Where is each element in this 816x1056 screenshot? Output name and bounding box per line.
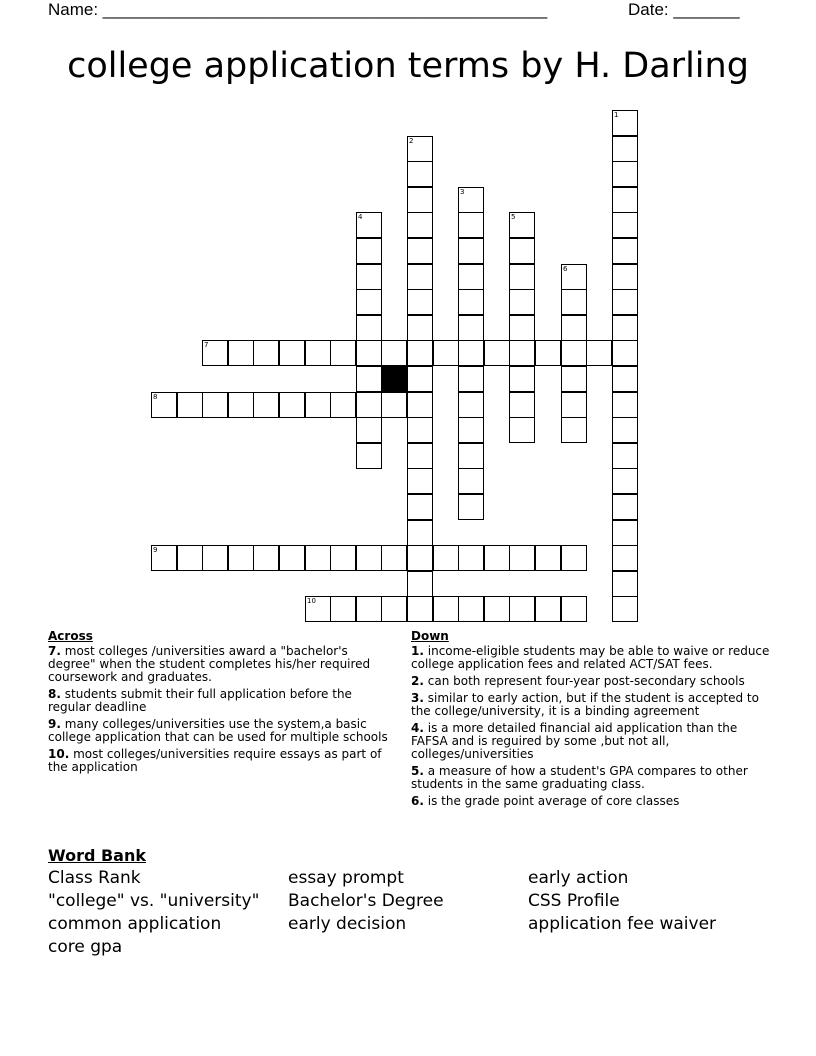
crossword-cell[interactable] <box>356 238 382 264</box>
crossword-cell[interactable] <box>561 366 587 392</box>
clue-down-3: 3. similar to early action, but if the student is accepted to the college/university, it is a binding agreement <box>411 691 759 718</box>
crossword-cell[interactable] <box>458 212 484 238</box>
crossword-cell[interactable] <box>253 545 279 571</box>
crossword-cell[interactable] <box>458 596 484 622</box>
crossword-cell[interactable] <box>356 366 382 392</box>
clue-down-6: 6. is the grade point average of core classes <box>411 794 680 808</box>
crossword-cell[interactable] <box>433 596 459 622</box>
crossword-cell[interactable] <box>458 494 484 520</box>
clue-across-8: 8. students submit their full application before the regular deadline <box>48 687 352 714</box>
crossword-cell[interactable] <box>509 212 535 238</box>
crossword-cell[interactable] <box>381 545 407 571</box>
crossword-cell[interactable] <box>612 417 638 443</box>
crossword-cell[interactable] <box>561 596 587 622</box>
crossword-cell[interactable] <box>177 392 203 418</box>
crossword-cell[interactable] <box>279 392 305 418</box>
crossword-cell[interactable] <box>202 545 228 571</box>
clue-number-label: 5 <box>511 213 516 221</box>
crossword-cell[interactable] <box>458 417 484 443</box>
clue-number-label: 3 <box>460 188 465 196</box>
crossword-cell[interactable] <box>151 392 177 418</box>
crossword-cell[interactable] <box>612 392 638 418</box>
crossword-cell[interactable] <box>356 392 382 418</box>
crossword-cell[interactable] <box>509 238 535 264</box>
crossword-cell[interactable] <box>305 392 331 418</box>
crossword-cell[interactable] <box>535 340 561 366</box>
clue-number-label: 10 <box>307 597 316 605</box>
crossword-cell[interactable] <box>561 392 587 418</box>
crossword-cell[interactable] <box>612 161 638 187</box>
crossword-cell[interactable] <box>612 136 638 162</box>
down-heading: Down <box>411 629 449 643</box>
crossword-cell[interactable] <box>612 571 638 597</box>
crossword-cell[interactable] <box>458 443 484 469</box>
crossword-cell[interactable] <box>561 315 587 341</box>
clue-number-label: 2 <box>409 137 414 145</box>
crossword-cell[interactable] <box>356 545 382 571</box>
crossword-cell[interactable] <box>535 545 561 571</box>
crossword-cell[interactable] <box>407 545 433 571</box>
word-bank-item: early decision <box>288 914 407 934</box>
word-bank-column-3 <box>528 867 716 936</box>
crossword-cell[interactable] <box>612 212 638 238</box>
crossword-cell[interactable] <box>253 392 279 418</box>
crossword-cell[interactable] <box>509 366 535 392</box>
word-bank-item: Class Rank <box>48 868 141 888</box>
crossword-cell[interactable] <box>509 289 535 315</box>
crossword-cell[interactable] <box>535 596 561 622</box>
crossword-cell[interactable] <box>458 468 484 494</box>
crossword-cell[interactable] <box>305 596 331 622</box>
down-clues <box>411 630 773 812</box>
crossword-cell[interactable] <box>407 315 433 341</box>
crossword-cell[interactable] <box>356 264 382 290</box>
crossword-cell[interactable] <box>509 340 535 366</box>
crossword-cell[interactable] <box>407 392 433 418</box>
crossword-cell[interactable] <box>407 136 433 162</box>
page-title: college application terms by H. Darling <box>67 46 749 86</box>
crossword-cell[interactable] <box>407 468 433 494</box>
crossword-cell[interactable] <box>612 596 638 622</box>
crossword-cell[interactable] <box>458 392 484 418</box>
crossword-cell[interactable] <box>381 392 407 418</box>
crossword-cell[interactable] <box>612 238 638 264</box>
crossword-cell[interactable] <box>356 443 382 469</box>
crossword-cell[interactable] <box>202 340 228 366</box>
crossword-cell[interactable] <box>407 238 433 264</box>
crossword-cell[interactable] <box>407 161 433 187</box>
clue-down-5: 5. a measure of how a student's GPA compares to other students in the same graduating class. <box>411 764 748 791</box>
crossword-cell[interactable] <box>612 340 638 366</box>
crossword-cell[interactable] <box>612 494 638 520</box>
crossword-cell[interactable] <box>381 596 407 622</box>
word-bank-title: Word Bank <box>48 846 147 865</box>
crossword-cell[interactable] <box>356 289 382 315</box>
word-bank-item: early action <box>528 868 629 888</box>
crossword-cell[interactable] <box>612 289 638 315</box>
crossword-cell[interactable] <box>330 392 356 418</box>
word-bank-item: essay prompt <box>288 868 404 888</box>
crossword-cell[interactable] <box>356 212 382 238</box>
word-bank-item: Bachelor's Degree <box>288 891 444 911</box>
word-bank-item: "college" vs. "university" <box>48 891 260 911</box>
crossword-cell[interactable] <box>484 596 510 622</box>
crossword-cell[interactable] <box>407 289 433 315</box>
crossword-cell[interactable] <box>612 366 638 392</box>
clue-across-10: 10. most colleges/universities require essays as part of the application <box>48 747 382 774</box>
crossword-cell[interactable] <box>407 494 433 520</box>
clue-number-label: 9 <box>153 546 158 554</box>
crossword-cell[interactable] <box>305 340 331 366</box>
crossword-cell[interactable] <box>177 545 203 571</box>
crossword-cell[interactable] <box>561 289 587 315</box>
crossword-cell[interactable] <box>407 264 433 290</box>
crossword-cell[interactable] <box>484 340 510 366</box>
crossword-cell[interactable] <box>612 545 638 571</box>
crossword-cell[interactable] <box>509 315 535 341</box>
crossword-cell[interactable] <box>458 315 484 341</box>
crossword-cell[interactable] <box>253 340 279 366</box>
crossword-cell[interactable] <box>279 340 305 366</box>
clue-number-label: 7 <box>204 341 209 349</box>
across-heading: Across <box>48 629 93 643</box>
crossword-cell[interactable] <box>407 596 433 622</box>
crossword-cell[interactable] <box>509 264 535 290</box>
crossword-cell[interactable] <box>433 340 459 366</box>
crossword-cell[interactable] <box>458 289 484 315</box>
crossword-cell[interactable] <box>612 264 638 290</box>
across-clues <box>48 630 393 778</box>
crossword-cell[interactable] <box>279 545 305 571</box>
crossword-cell[interactable] <box>612 110 638 136</box>
clue-number-label: 4 <box>358 213 363 221</box>
word-bank-item: application fee waiver <box>528 914 717 934</box>
clue-number-label: 1 <box>614 111 619 119</box>
clue-across-9: 9. many colleges/universities use the system,a basic college application that can be used for multiple schools <box>48 717 388 744</box>
crossword-cell[interactable] <box>612 187 638 213</box>
crossword-cell[interactable] <box>356 340 382 366</box>
crossword-cell[interactable] <box>586 340 612 366</box>
crossword-cell[interactable] <box>407 187 433 213</box>
crossword-cell[interactable] <box>305 545 331 571</box>
crossword-cell[interactable] <box>433 545 459 571</box>
clue-number-label: 6 <box>563 265 568 273</box>
crossword-cell[interactable] <box>407 340 433 366</box>
crossword-black-cell <box>381 366 407 392</box>
crossword-cell[interactable] <box>509 545 535 571</box>
header <box>48 0 748 22</box>
name-field[interactable]: Name: _______________________________________________ <box>48 0 548 19</box>
crossword-cell[interactable] <box>458 187 484 213</box>
crossword-cell[interactable] <box>228 340 254 366</box>
crossword-cell[interactable] <box>356 315 382 341</box>
crossword-cell[interactable] <box>407 520 433 546</box>
crossword-cell[interactable] <box>407 417 433 443</box>
clue-number-label: 8 <box>153 393 158 401</box>
crossword-cell[interactable] <box>228 392 254 418</box>
clue-down-4: 4. is a more detailed financial aid application than the FAFSA and is reguired by some ,but not all, colleges/universities <box>411 721 738 761</box>
crossword-cell[interactable] <box>151 545 177 571</box>
crossword-cell[interactable] <box>484 545 510 571</box>
crossword-cell[interactable] <box>202 392 228 418</box>
crossword-cell[interactable] <box>561 264 587 290</box>
crossword-cell[interactable] <box>356 596 382 622</box>
clue-down-1: 1. income-eligible students may be able to waive or reduce college application fees and related ACT/SAT fees. <box>411 644 770 671</box>
crossword-cell[interactable] <box>407 443 433 469</box>
clue-across-7: 7. most colleges /universities award a "bachelor's degree" when the student completes his/her required coursework and graduates. <box>48 644 371 684</box>
crossword-cell[interactable] <box>458 238 484 264</box>
crossword-cell[interactable] <box>407 212 433 238</box>
crossword-cell[interactable] <box>330 340 356 366</box>
crossword-cell[interactable] <box>228 545 254 571</box>
crossword-cell[interactable] <box>561 340 587 366</box>
crossword-cell[interactable] <box>458 264 484 290</box>
clue-down-2: 2. can both represent four-year post-secondary schools <box>411 674 745 688</box>
word-bank-column-1 <box>48 867 259 959</box>
word-bank-item: CSS Profile <box>528 891 620 911</box>
crossword-cell[interactable] <box>407 571 433 597</box>
word-bank-item: core gpa <box>48 937 123 957</box>
crossword-cell[interactable] <box>612 315 638 341</box>
crossword-cell[interactable] <box>407 366 433 392</box>
crossword-cell[interactable] <box>381 340 407 366</box>
crossword-cell[interactable] <box>509 596 535 622</box>
crossword-cell[interactable] <box>458 366 484 392</box>
crossword-cell[interactable] <box>561 545 587 571</box>
crossword-cell[interactable] <box>356 417 382 443</box>
date-field[interactable]: Date: _______ <box>628 0 740 19</box>
word-bank-column-2 <box>288 867 444 936</box>
crossword-cell[interactable] <box>509 392 535 418</box>
crossword-cell[interactable] <box>458 340 484 366</box>
crossword-cell[interactable] <box>612 520 638 546</box>
crossword-cell[interactable] <box>458 545 484 571</box>
word-bank-item: common application <box>48 914 222 934</box>
crossword-cell[interactable] <box>612 443 638 469</box>
crossword-cell[interactable] <box>330 596 356 622</box>
crossword-cell[interactable] <box>509 417 535 443</box>
crossword-cell[interactable] <box>612 468 638 494</box>
crossword-cell[interactable] <box>561 417 587 443</box>
crossword-cell[interactable] <box>330 545 356 571</box>
